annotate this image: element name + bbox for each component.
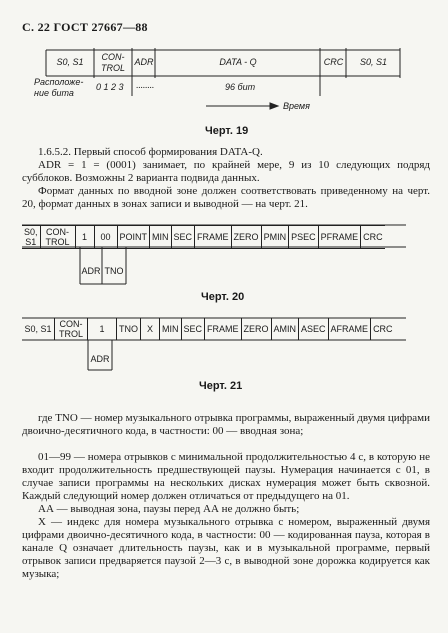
section-paragraph-1: ADR = 1 = (0001) занимает, по крайней мере, 9 из 10 следующих подряд субблоков. Возможны 2 варианта подвида данных. — [22, 159, 430, 184]
fig21-sub-adr: ADR — [90, 354, 110, 364]
fig21-field-9: ASEC — [299, 318, 329, 340]
fig20-sub-adr: ADR — [81, 266, 101, 276]
body-paragraph-4: Х — индекс для номера музыкального отрывка с номером, выраженный двумя цифрами двоично-десятичного кода, в частности: 00 — кодированная пауза, которая в канале Q означает длительность паузы, как и в музыкальной программе, первый отрывок записи предваряется паузой 2—3 с, в выводной зоне дорожка кодируется как музыка; — [22, 516, 430, 580]
fig21-caption: Черт. 21 — [199, 380, 243, 392]
fig20-sub-tno: TNO — [104, 266, 124, 276]
fig19-control-cell: CON- TROL — [100, 52, 125, 73]
fig21-field-5: SEC — [181, 318, 205, 340]
fig19-adr-cell: ADR — [134, 57, 154, 67]
section-paragraph-2: Формат данных по вводной зоне должен соответствовать приведенному на черт. 20, формат данных в зонах записи и выводной — на черт. 21. — [22, 185, 430, 210]
fig20-control-cell: CON- TROL — [40, 226, 75, 249]
fig19-time-label: Время — [283, 101, 310, 111]
fig21-field-3: X — [141, 318, 160, 340]
fig19-data-q-cell: DATA - Q — [219, 57, 257, 67]
fig19-caption: Черт. 19 — [205, 125, 249, 137]
fig21-field-10: AFRAME — [328, 318, 371, 340]
fig20-field-11: CRC — [363, 232, 383, 242]
fig21-field-4: MIN — [160, 318, 182, 340]
fig20-caption: Черт. 20 — [201, 291, 245, 303]
fig21-s0s1-cell: S0, S1 — [22, 318, 55, 340]
body-paragraph-2: 01—99 — номера отрывков с минимальной продолжительностью 4 с, в которую не входит продолжительность предшествующей паузы. Нумерация начинается с 01, в случае записи программы на нескольких дисках нумерация может быть сквозной. Каждый следующий номер должен отличаться от предыдущего на 01. — [22, 451, 430, 502]
fig19-bit-position-label: Расположе- ние бита — [34, 77, 84, 98]
fig20-field-4: MIN — [150, 226, 172, 249]
fig20-field-5: SEC — [171, 226, 195, 249]
fig20-field-8: PMIN — [261, 226, 289, 249]
section-heading: 1.6.5.2. Первый способ формирования DATA-Q. — [38, 146, 263, 158]
fig21-field-6: FRAME — [205, 318, 242, 340]
fig19-crc-cell: CRC — [323, 57, 344, 67]
fig20-field-7: ZERO — [231, 226, 261, 249]
fig20-field-1: 1 — [75, 226, 94, 249]
fig21-field-1: 1 — [88, 318, 117, 340]
fig19-dots: ........ — [136, 80, 154, 90]
fig19-s0s1-cell: S0, S1 — [56, 57, 84, 67]
body-paragraph-1: где TNO — номер музыкального отрывка программы, выраженный двумя цифрами двоично-десятичного кода, в частности: 00 — вводная зона; — [22, 412, 430, 437]
fig20-field-2: 00 — [94, 226, 117, 249]
fig21-field-7: ZERO — [241, 318, 271, 340]
fig20-field-3: POINT — [117, 226, 150, 249]
fig21-field-2: TNO — [117, 318, 141, 340]
fig20-field-10: PFRAME — [318, 226, 361, 249]
page-header: С. 22 ГОСТ 27667—88 — [22, 20, 148, 34]
body-paragraph-3: АА — выводная зона, паузы перед АА не должно быть; — [38, 503, 300, 515]
fig21-field-8: AMIN — [271, 318, 299, 340]
fig20-field-6: FRAME — [195, 226, 232, 249]
fig21-control-cell: CON- TROL — [55, 318, 88, 340]
fig21-field-11: CRC — [373, 324, 393, 334]
fig19-s0s1-end-cell: S0, S1 — [359, 57, 388, 67]
fig19-bit-numbers: 0 1 2 3 — [96, 82, 124, 92]
fig20-s0s1-cell: S0, S1 — [22, 226, 40, 249]
fig19-bits-total: 96 бит — [225, 82, 256, 92]
fig20-field-9: PSEC — [289, 226, 319, 249]
